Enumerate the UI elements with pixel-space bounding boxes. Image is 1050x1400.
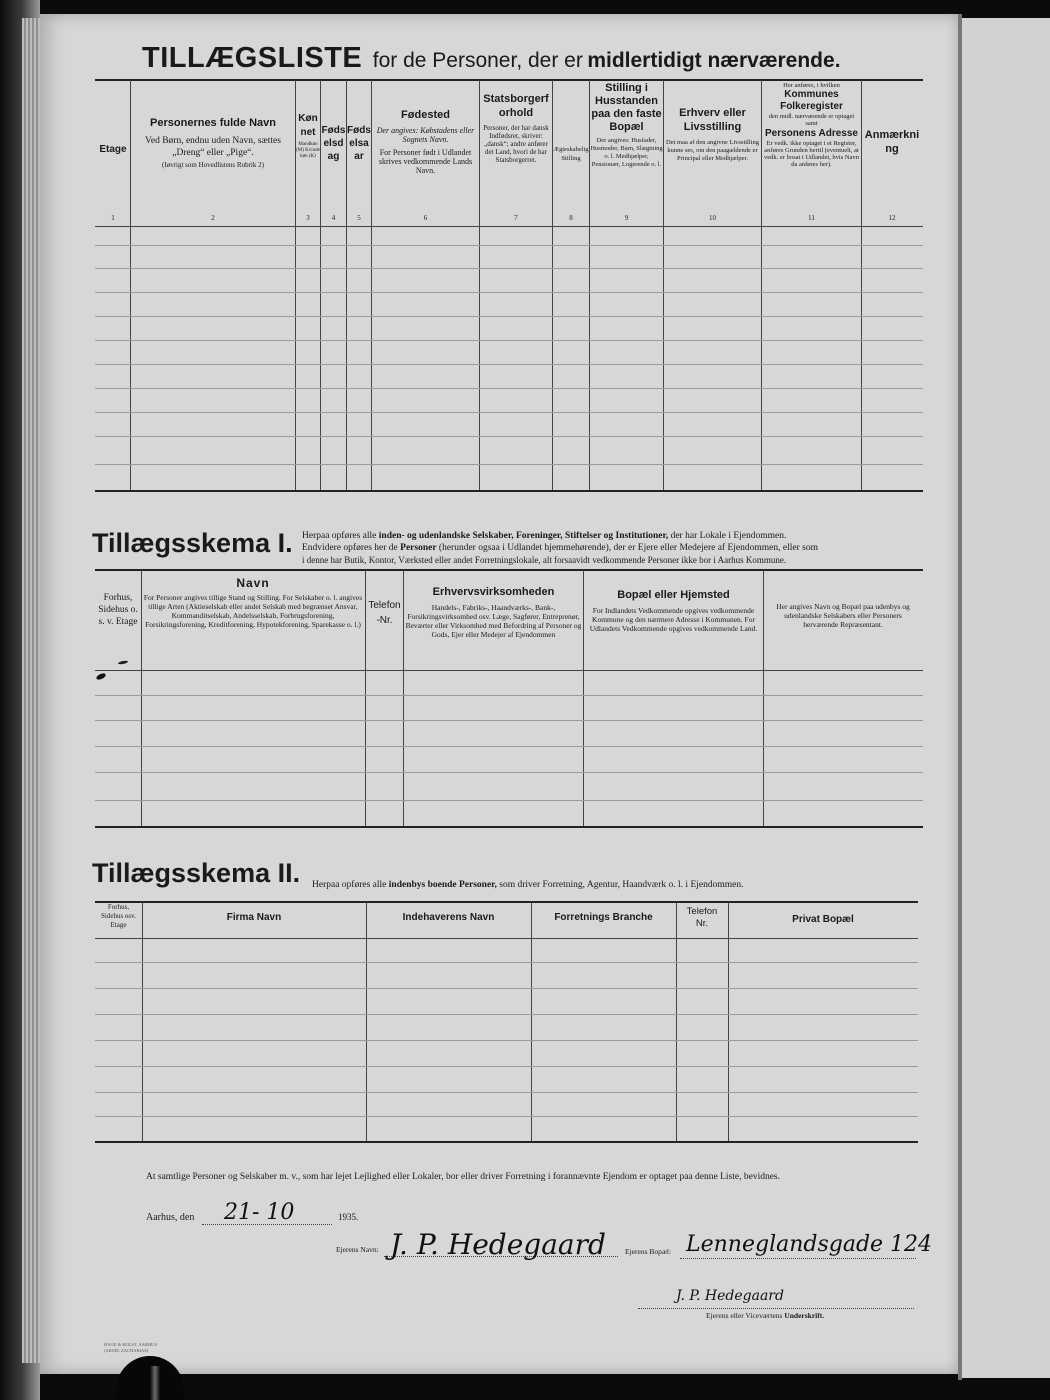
skema1-text-e: Personer: [400, 543, 437, 553]
declaration-text: At samtlige Personer og Selskaber m. v., som har lejet Lejlighed eller Lokaler, bor eller driver Forretning i forannævnte Ejendom er optaget paa denne Liste, bevidnes.: [146, 1172, 780, 1182]
owner-address-label: Ejerens Bopæl:: [625, 1247, 672, 1256]
t1-col-birthplace-title: Fødested: [401, 109, 450, 121]
t1-num-1: 1: [111, 214, 115, 222]
t1-col-birthplace: [374, 108, 477, 175]
t1-col-gender-note: Mandkøn (M) Kvindekøn (K): [296, 142, 320, 159]
skema1-text-b: inden- og udenlandske Selskaber, Foreninger, Stiftelser og Institutioner,: [378, 531, 669, 541]
s1-col-phone: Telefon-Nr.: [368, 600, 401, 626]
t1-col-household: [590, 82, 663, 169]
t1-num-7: 7: [514, 214, 518, 222]
t1-num-12: 12: [888, 214, 896, 222]
skema1-title: Tillægsskema I.: [92, 528, 293, 558]
t1-col-gender-title: Kønnet: [298, 113, 318, 138]
s2-col-residence: Privat Bopæl: [792, 914, 854, 925]
t1-num-10: 10: [709, 214, 716, 222]
signature-label-bold: Underskrift.: [784, 1311, 825, 1320]
s2-col-phone: Telefon Nr.: [686, 906, 718, 929]
printer-imprint: [104, 1342, 157, 1354]
skema1-text-g: i denne har Butik, Kontor, Værksted eller andet Forretningslokale, alt forsaavidt vedkommende Personer ikke bor i Aarhus Kommune.: [302, 555, 787, 565]
s1-col-residence-title: Bopæl eller Hjemsted: [617, 589, 730, 601]
s1-col-representative: Her angives Navn og Bopæl paa udenbys og udenlandske Selskabers eller Personers herværende Repræsentant.: [776, 602, 910, 629]
skema1-text-a: Herpaa opføres alle: [302, 531, 377, 541]
t1-col-register-note2: Er vedk. ikke optaget i et Register, anføres Grunden hertil (eventuelt, at vedk. er bosat i Udlandet, hvis Navn da anføres her).: [764, 140, 859, 168]
title-sub-normal: for de Personer, der er: [372, 49, 583, 72]
t1-col-citizenship: [481, 92, 551, 164]
s2-col-firm: Firma Navn: [226, 912, 282, 923]
s1-col-business-note: Handels-, Fabriks-, Haandværks-, Bank-, Forsikringsvirksomhed osv. Læge, Sagfører, Entreprenør, Beværter eller Virksomhed med Befordring af Personer og Gods, Ejer eller Medejer af Ejendommen: [405, 603, 582, 639]
t1-col-occupation-title: Erhverv eller Livsstilling: [679, 107, 746, 133]
skema2-title: Tillægsskema II.: [92, 858, 301, 888]
skema1-text-c: der har Lokale i Ejendommen.: [670, 531, 787, 541]
skema1-text-d: Endvidere opføres her de: [302, 543, 398, 553]
t1-num-5: 5: [357, 214, 361, 222]
t1-col-birthplace-note2: For Personer født i Udlandet skrives vedkommende Lands Navn.: [378, 148, 473, 175]
signature-handwritten: J. P. Hedegaard: [676, 1288, 784, 1304]
t1-num-11: 11: [808, 214, 815, 222]
declaration: [146, 1172, 916, 1182]
signature-label-text: Ejerens eller Viceværtens: [706, 1311, 783, 1320]
date-line: [146, 1200, 376, 1228]
t1-num-6: 6: [423, 214, 428, 222]
printer-sub: (AKSEL ZACHARIAS): [104, 1348, 149, 1353]
s1-col-name: [143, 576, 363, 629]
t1-col-occupation-note: Det maa af den angivne Livsstilling kunne ses, om den paagældende er Principal eller Medhjælper.: [666, 139, 759, 162]
t1-col-register: [763, 82, 860, 168]
s1-col-residence-note: For Indlandets Vedkommende opgives vedkommende Kommune og den nærmere Adresse i Kommunen. For Udlandets Vedkommende opgives vedkommende Land.: [589, 606, 758, 633]
t1-col-register-title: Kommunes Folkeregister: [780, 89, 843, 112]
date-handwritten: 21- 10: [224, 1200, 295, 1225]
facing-page: [962, 18, 1050, 1378]
t1-col-name-title: Personernes fulde Navn: [150, 117, 276, 129]
signature-label: [706, 1311, 824, 1320]
t1-col-register-title2: Personens Adresse: [764, 128, 858, 139]
t1-col-birthyear: Fødselsaar: [347, 125, 371, 162]
s2-col-etage: Forhus, Sidehus osv. Etage: [101, 903, 136, 929]
t1-col-citizenship-title: Statsborgerforhold: [483, 93, 549, 119]
year: 1935.: [338, 1212, 359, 1222]
t1-col-occupation: [665, 106, 760, 163]
t1-col-name: [131, 116, 295, 170]
t1-col-name-note2: (Iøvrigt som Hovedlistens Rubrik 2): [162, 161, 264, 169]
s1-col-name-note: For Personer angives tillige Stand og Stilling. For Selskaber o. l. angives tillige Arten (Aktieselskab eller andet Selskab med begrænset Ansvar, Kommanditselskab, Andelsselskab, Forbrugsforening, Forsikringsforening, Kreditforening, Hypotekforening, Sparekasse o. l.): [143, 593, 363, 629]
binding-clip-highlight: [150, 1366, 160, 1400]
t1-col-remarks: Anmærkning: [864, 129, 920, 155]
t1-col-citizenship-note: Personer, der har dansk Indfødsret, skriver: „dansk“; andre anfører det Land, hvori de har Statsborgerret.: [483, 124, 549, 164]
owner-name-handwritten: J. P. Hedegaard: [390, 1228, 606, 1261]
t1-num-3: 3: [306, 214, 310, 222]
t1-num-4: 4: [331, 214, 336, 222]
printer-name: HAGE & HOLST, AARHUS: [104, 1342, 157, 1347]
t1-col-register-note: den midl. nærværende er optaget samt: [768, 113, 855, 127]
s1-col-residence: [585, 588, 762, 633]
t1-col-etage: Etage: [99, 144, 127, 155]
form-title: [142, 42, 902, 76]
t1-col-marital: Ægteskabelig Stilling: [553, 146, 589, 162]
t1-col-register-pre: Her anføres, i hvilken: [783, 82, 840, 89]
t1-col-gender: [296, 112, 320, 160]
s2-col-branch: Forretnings Branche: [554, 912, 653, 923]
t1-num-9: 9: [624, 214, 629, 222]
owner-name-label: Ejerens Navn:: [336, 1245, 379, 1254]
s1-col-business: [405, 585, 582, 639]
t1-col-household-title: Stilling i Husstanden paa den faste Bopæl: [591, 82, 662, 133]
title-sub-bold: midlertidigt nærværende.: [587, 49, 841, 72]
skema1-description: [302, 530, 922, 566]
place-label: Aarhus, den: [146, 1212, 195, 1223]
skema1-text-f: (herunder ogsaa i Udlandet hjemmehørende), der er Ejere eller Medejere af Ejendommen, eller som: [438, 543, 818, 553]
t1-num-8: 8: [569, 214, 573, 222]
s1-col-etage: Forhus, Sidehus o. s. v. Etage: [98, 593, 138, 627]
t1-col-birthday: Fødselsdag: [321, 125, 346, 162]
skema2-description: [312, 880, 922, 890]
t1-col-birthplace-note: Der angives: Købstadens eller Sognets Navn.: [376, 126, 475, 144]
s1-col-name-title: Navn: [236, 576, 270, 590]
skema2-text-a: Herpaa opføres alle: [312, 880, 387, 890]
t1-col-household-note: Der angives: Husfader, Husmoder, Barn, Slægtning o. l. Medhjælper, Pensionær, Logerende o. l.: [590, 137, 663, 168]
skema2-text-b: indenbys boende Personer,: [388, 880, 497, 890]
title-main: TILLÆGSLISTE: [142, 42, 363, 74]
skema2-text-c: som driver Forretning, Agentur, Haandværk o. l. i Ejendommen.: [499, 880, 744, 890]
t1-num-2: 2: [211, 214, 215, 222]
t1-col-name-note: Ved Børn, endnu uden Navn, sættes „Dreng“ eller „Pige“.: [145, 136, 281, 158]
s2-col-owner: Indehaverens Navn: [402, 912, 495, 923]
owner-address-handwritten: Lenneglandsgade 124: [686, 1232, 933, 1257]
s1-col-business-title: Erhvervsvirksomheden: [432, 586, 555, 598]
